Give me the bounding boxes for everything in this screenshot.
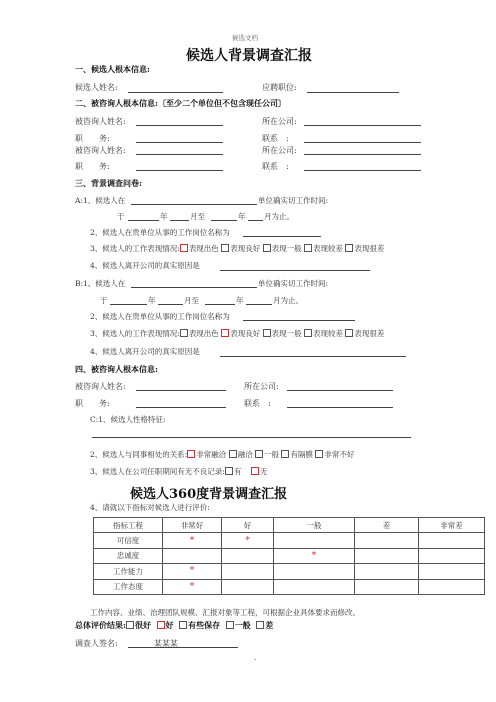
b-year2-label: 年	[236, 296, 244, 305]
position-label: 应聘职位:	[262, 83, 297, 92]
c-rel4-label: 有隔膜	[290, 450, 313, 459]
a-month-to-label: 月至	[190, 212, 205, 221]
c-rel5-label: 非常不好	[324, 450, 355, 459]
row-label: 工作态度	[94, 579, 163, 594]
row-label: 可信度	[94, 533, 163, 548]
signature-field[interactable]	[128, 647, 238, 648]
rating-cell[interactable]	[163, 548, 222, 563]
ref3-name-field[interactable]	[136, 390, 226, 391]
rating-cell[interactable]	[419, 564, 485, 579]
ref2-name-label: 被咨询人姓名:	[75, 146, 126, 155]
c-q1-label: C:1、候选人性格特征:	[90, 415, 166, 424]
rating-cell[interactable]	[274, 564, 355, 579]
position-field[interactable]	[307, 92, 399, 93]
rating-cell[interactable]	[419, 579, 485, 594]
overall-opt5-checkbox[interactable]	[256, 621, 264, 629]
c-rel3-label: 一般	[264, 450, 280, 459]
overall-opt3-label: 有些保存	[188, 620, 221, 630]
rating-mark: *	[311, 550, 317, 561]
c-q2-row	[90, 449, 354, 460]
col-header-indicator: 指标工程	[94, 518, 163, 533]
section2-heading: 二、被咨询人根本信息:〔至少二个单位但不包含现任公司〕	[75, 98, 286, 108]
rating-cell[interactable]	[274, 533, 355, 548]
c-rel2-label: 融洽	[237, 450, 253, 459]
c-rel4-checkbox[interactable]	[281, 450, 289, 458]
ref2-contact-field[interactable]	[304, 170, 421, 171]
overall-opt5-label: 差	[265, 620, 274, 630]
b-opt1-label: 表现出色	[188, 329, 219, 338]
c-q3-label: 3、候选人在公司任职期间有无不良记录:	[90, 467, 225, 476]
eval-q4-label: 4、请就以下指标对候选人进行评价:	[90, 503, 210, 512]
c-q2-label: 2、候选人与同事相处的关系:	[90, 450, 188, 459]
b-q2-label: 2、候选人在贵单位从事的工作岗位名称为	[90, 312, 230, 321]
overall-opt4-label: 一般	[234, 620, 251, 630]
ref3-name-label: 被咨询人姓名:	[75, 382, 126, 391]
table-note: 工作内容、业绩、治理团队规模、汇报对象等工程，可根据企业具体要求而修改。	[90, 608, 360, 617]
ref3-contact-field[interactable]	[287, 407, 393, 408]
overall-opt2-label: 好	[165, 620, 174, 630]
b-q4-label: 4、候选人离开公司的真实原因是	[90, 347, 200, 356]
ref1-name-field[interactable]	[136, 125, 223, 126]
a-year-label: 年	[160, 212, 168, 221]
rating-cell[interactable]	[355, 548, 419, 563]
a-reason-field[interactable]	[220, 270, 370, 271]
a-opt5-label: 表现很差	[354, 244, 385, 253]
c-rel1-checkbox[interactable]	[187, 450, 195, 458]
table-row	[94, 564, 485, 579]
b-company-field[interactable]	[131, 287, 257, 288]
table-row	[94, 579, 485, 594]
b-to-month-field[interactable]	[246, 304, 272, 305]
col-header-average: 一般	[274, 518, 355, 533]
rating-cell[interactable]	[274, 548, 355, 563]
b-opt4-label: 表现较差	[312, 329, 343, 338]
a-opt5-checkbox[interactable]	[345, 244, 353, 252]
rating-cell[interactable]	[163, 533, 222, 548]
rating-cell[interactable]	[222, 548, 274, 563]
b-opt5-checkbox[interactable]	[345, 329, 353, 337]
ref2-company-field[interactable]	[304, 154, 421, 155]
a-q2-label: 2、候选人在贵单位从事的工作岗位名称为	[90, 228, 230, 237]
a-q1-label: A:1、候选人在	[75, 196, 126, 205]
c-rec-no-checkbox[interactable]	[251, 467, 259, 475]
col-header-good: 好	[222, 518, 274, 533]
candidate-name-label: 候选人姓名:	[75, 83, 118, 92]
page-footer: .	[254, 654, 257, 662]
c-rel5-checkbox[interactable]	[315, 450, 323, 458]
a-company-field[interactable]	[131, 204, 257, 205]
b-job-title-field[interactable]	[243, 320, 355, 321]
evaluation-table	[93, 517, 485, 595]
b-month-to-label: 月至	[184, 296, 199, 305]
c-rec-yes-label: 有	[233, 467, 242, 476]
a-q3-row	[90, 243, 384, 254]
b-from-month-field[interactable]	[158, 304, 183, 305]
ref1-name-label: 被咨询人姓名:	[75, 117, 126, 126]
overall-opt3-checkbox[interactable]	[179, 621, 187, 629]
a-from-year-field[interactable]	[128, 220, 159, 221]
c-rel3-checkbox[interactable]	[255, 450, 263, 458]
a-month-end-label: 月为止。	[264, 212, 294, 221]
rating-cell[interactable]	[274, 579, 355, 594]
a-from-month-field[interactable]	[170, 220, 189, 221]
ref1-duty-label: 职 务:	[75, 134, 110, 143]
col-header-very-good: 非常好	[163, 518, 222, 533]
b-opt2-label: 表现良好	[230, 329, 261, 338]
rating-cell[interactable]	[163, 564, 222, 579]
c-personality-field[interactable]	[92, 437, 411, 438]
overall-opt1-label: 很好	[134, 620, 151, 630]
b-opt3-checkbox[interactable]	[263, 329, 271, 337]
ref2-contact-label: 联系 :	[262, 162, 289, 171]
c-rel1-label: 非常融洽	[196, 450, 227, 459]
b-to-year-field[interactable]	[205, 304, 235, 305]
a-opt1-checkbox[interactable]	[180, 244, 188, 252]
rating-cell[interactable]	[419, 548, 485, 563]
signature-value: 某某某	[154, 639, 178, 648]
page-title: 候选人背景调查汇报	[186, 48, 312, 64]
ref2-name-field[interactable]	[136, 154, 223, 155]
a-to-month-field[interactable]	[248, 220, 263, 221]
rating-mark: *	[189, 566, 195, 577]
rating-cell[interactable]	[419, 533, 485, 548]
ref1-company-label: 所在公司:	[262, 117, 297, 126]
a-q3-label: 3、候选人的工作表现情况:	[90, 244, 180, 253]
a-year2-label: 年	[238, 212, 246, 221]
rating-cell[interactable]	[355, 564, 419, 579]
rating-cell[interactable]	[355, 533, 419, 548]
c-rec-yes-checkbox[interactable]	[225, 467, 233, 475]
table-header-row	[94, 518, 485, 533]
rating-cell[interactable]	[163, 579, 222, 594]
b-q1-label: B:1、候选人在	[75, 279, 126, 288]
rating-cell[interactable]	[222, 579, 274, 594]
b-reason-field[interactable]	[220, 356, 406, 357]
c-rel2-checkbox[interactable]	[229, 450, 237, 458]
a-opt3-checkbox[interactable]	[263, 244, 271, 252]
section4-heading: 四、被咨询人根本信息:	[75, 364, 158, 374]
a-opt4-checkbox[interactable]	[304, 244, 312, 252]
row-label: 忠诚度	[94, 548, 163, 563]
a-from-label: 于	[117, 212, 125, 221]
a-job-title-field[interactable]	[243, 236, 321, 237]
b-q1-tail: 单位确实切工作时间:	[258, 279, 329, 288]
ref3-duty-field[interactable]	[136, 407, 226, 408]
b-q3-label: 3、候选人的工作表现情况:	[90, 329, 180, 338]
ref3-company-field[interactable]	[287, 390, 393, 391]
rating-mark: *	[189, 535, 195, 546]
a-opt2-checkbox[interactable]	[221, 244, 229, 252]
rating-cell[interactable]	[222, 564, 274, 579]
a-q1-tail: 单位确实切工作时间:	[258, 196, 329, 205]
ref2-company-label: 所在公司:	[262, 146, 297, 155]
ref3-duty-label: 职 务:	[75, 399, 110, 408]
overall-opt2-checkbox[interactable]	[157, 621, 165, 629]
c-rec-no-label: 无	[259, 467, 268, 476]
section1-heading: 一、候选人根本信息:	[75, 64, 150, 74]
b-q3-row	[90, 328, 384, 339]
rating-cell[interactable]	[355, 579, 419, 594]
ref1-duty-field[interactable]	[136, 142, 223, 143]
ref2-duty-field[interactable]	[136, 170, 223, 171]
table-row	[94, 533, 485, 548]
c-q3-row	[90, 466, 267, 477]
title-360: 候选人360度背景调查汇报	[130, 487, 288, 502]
col-header-very-poor: 非常差	[419, 518, 485, 533]
overall-opt4-checkbox[interactable]	[226, 621, 234, 629]
overall-label: 总体评价结果:	[75, 620, 126, 630]
a-opt1-label: 表现出色	[188, 244, 219, 253]
signature-label: 调查人签名:	[75, 639, 118, 648]
a-opt3-label: 表现一般	[271, 244, 302, 253]
ref2-duty-label: 职 务:	[75, 162, 110, 171]
page-header: 候选文档	[232, 34, 258, 42]
ref1-company-field[interactable]	[304, 125, 421, 126]
a-to-year-field[interactable]	[211, 220, 237, 221]
b-opt4-checkbox[interactable]	[304, 329, 312, 337]
ref3-contact-label: 联系 :	[244, 399, 271, 408]
b-opt3-label: 表现一般	[271, 329, 302, 338]
b-opt2-checkbox[interactable]	[221, 329, 229, 337]
rating-mark: *	[189, 581, 195, 592]
section3-heading: 三、背景调查问卷:	[75, 178, 142, 188]
candidate-name-field[interactable]	[128, 92, 223, 93]
a-opt4-label: 表现较差	[312, 244, 343, 253]
col-header-poor: 差	[355, 518, 419, 533]
b-month-end-label: 月为止。	[273, 296, 303, 305]
b-from-year-field[interactable]	[110, 304, 147, 305]
rating-mark: *	[245, 535, 250, 546]
a-opt2-label: 表现良好	[230, 244, 261, 253]
a-q4-label: 4、候选人离开公司的真实原因是	[90, 261, 200, 270]
table-row	[94, 548, 485, 563]
b-opt5-label: 表现很差	[354, 329, 385, 338]
b-opt1-checkbox[interactable]	[180, 329, 188, 337]
b-from-label: 于	[100, 296, 108, 305]
row-label: 工作能力	[94, 564, 163, 579]
overall-opt1-checkbox[interactable]	[126, 621, 134, 629]
rating-cell[interactable]	[222, 533, 274, 548]
ref3-company-label: 所在公司:	[244, 382, 279, 391]
overall-row	[75, 620, 273, 631]
ref1-contact-field[interactable]	[304, 142, 421, 143]
ref1-contact-label: 联系 :	[262, 134, 289, 143]
b-year-label: 年	[148, 296, 156, 305]
